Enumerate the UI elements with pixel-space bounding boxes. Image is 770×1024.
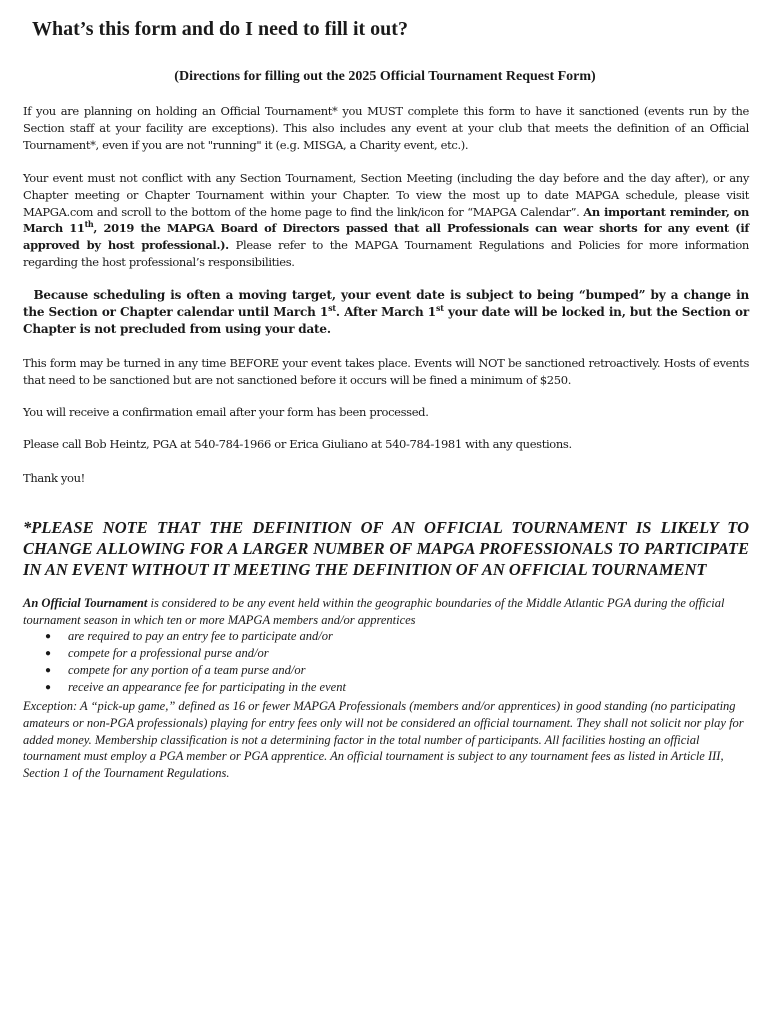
reminder-part-b: , 2019 the MAPGA Board of Directors passed that all Professionals can wear shorts for any event (if approved by host professional.). [23, 221, 749, 253]
bullet-icon: ● [45, 682, 52, 693]
regulations-text: Please refer to the MAPGA Tournament Regulations and Policies for more information regarding the host professional’s responsibilities. [23, 238, 749, 269]
reminder-sup: th [84, 219, 94, 230]
bullet-icon: ● [45, 648, 52, 659]
conflict-paragraph [23, 170, 749, 271]
contact-paragraph: Please call Bob Heintz, PGA at 540-784-1966 or Erica Giuliano at 540-784-1981 with any questions. [23, 437, 572, 451]
deadline-paragraph: This form may be turned in any time BEFORE your event takes place. Events will NOT be sanctioned retroactively. Hosts of events that need to be sanctioned but are not sanctioned before it occurs will be fined a minimum of $250. [23, 356, 749, 387]
page-title: What’s this form and do I need to fill it out? [32, 18, 408, 40]
scheduling-paragraph [23, 287, 749, 337]
bullet-icon: ● [45, 665, 52, 676]
page-subtitle: (Directions for filling out the 2025 Official Tournament Request Form) [174, 69, 596, 84]
scheduling-part-b: . After March 1 [335, 304, 436, 319]
list-item [23, 628, 723, 645]
conflict-text: Your event must not conflict with any Section Tournament, Section Meeting (including the day before and the day after), or any Chapter meeting or Chapter Tournament within your Chapter. To view the most up to date MAPGA schedule, please visit MAPGA.com and scroll to the bottom of the home page to find the link/icon for “MAPGA Calendar”. [23, 171, 749, 219]
official-tournament-definition [23, 595, 749, 629]
definition-term: An Official Tournament [23, 596, 148, 610]
bullet-icon: ● [45, 631, 52, 642]
scheduling-sup-1: st [328, 302, 336, 313]
list-item [23, 679, 723, 696]
definition-text: is considered to be any event held within the geographic boundaries of the Middle Atlantic PGA during the official tournament season in which ten or more MAPGA members and/or apprentices [23, 596, 725, 627]
scheduling-sup-2: st [435, 302, 444, 313]
bullet-text: compete for any portion of a team purse and/or [68, 663, 306, 677]
exception-paragraph: Exception: A “pick-up game,” defined as 16 or fewer MAPGA Professionals (members and/or apprentices) in good standing (no participating amateurs or non-PGA professionals) playing for entry fees only will not be considered an official tournament. They shall not solicit nor play for added money. Membership classification is not a determining factor in the total number of participants. All facilities hosting an official tournament must employ a PGA member or PGA apprentice. An official tournament is subject to any tournament fees as listed in Article III, Section 1 of the Tournament Regulations. [23, 699, 744, 781]
scheduling-part-a: Because scheduling is often a moving target, your event date is subject to being “bumped” by a change in the Section or Chapter calendar until March 1 [23, 288, 749, 319]
list-item [23, 645, 723, 662]
list-item [23, 662, 723, 679]
intro-paragraph: If you are planning on holding an Official Tournament* you MUST complete this form to have it sanctioned (events run by the Section staff at your facility are exceptions). This also includes any event at your club that meets the definition of an Official Tournament*, even if you are not "running" it (e.g. MISGA, a Charity event, etc.). [23, 104, 749, 152]
bullet-text: compete for a professional purse and/or [68, 646, 269, 660]
scheduling-part-c: your date will be locked in, but the Section or Chapter is not precluded from using your date. [23, 304, 749, 336]
thank-you-text: Thank you! [23, 471, 85, 485]
confirmation-paragraph: You will receive a confirmation email after your form has been processed. [23, 405, 429, 419]
bullet-text: receive an appearance fee for participating in the event [68, 680, 346, 694]
reminder-part-a: An important reminder, on March 11 [23, 204, 749, 236]
definition-bullet-list [23, 628, 723, 696]
definition-change-note: *PLEASE NOTE THAT THE DEFINITION OF AN OFFICIAL TOURNAMENT IS LIKELY TO CHANGE ALLOWING FOR A LARGER NUMBER OF MAPGA PROFESSIONALS TO PARTICIPATE IN AN EVENT WITHOUT IT MEETING THE DEFINITION OF AN OFFICIAL TOURNAMENT [23, 518, 749, 579]
bullet-text: are required to pay an entry fee to participate and/or [68, 629, 333, 643]
